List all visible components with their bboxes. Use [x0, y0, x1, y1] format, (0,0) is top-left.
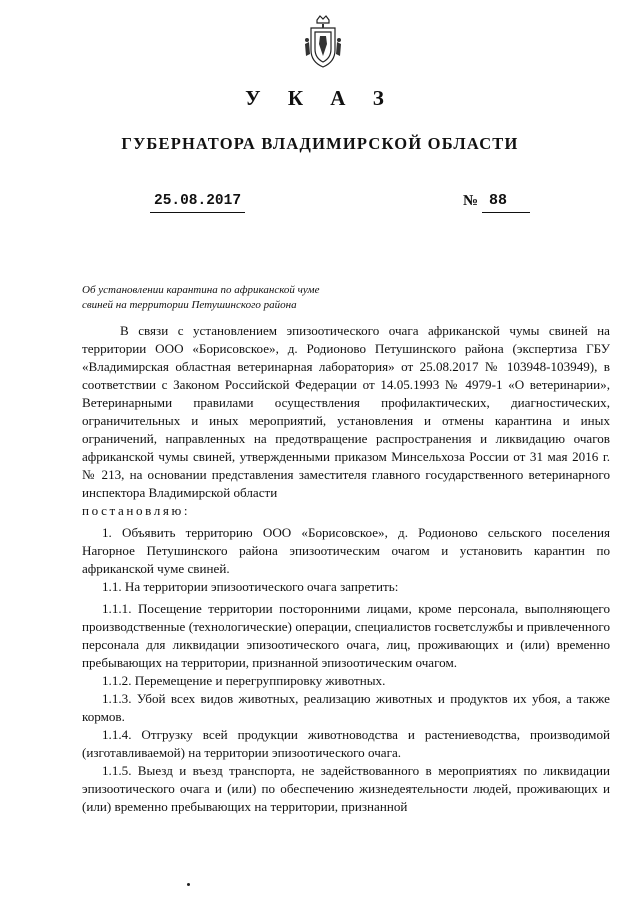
paragraph-1: 1. Объявить территорию ООО «Борисовское», д. Родионово сельского поселения Нагорное Петушинского района эпизоотическим очагом и установить карантин по африканской чуме свиней. [82, 525, 610, 576]
decree-number: 88 [489, 192, 508, 209]
decree-date: 25.08.2017 [154, 193, 242, 209]
document-subtitle: ГУБЕРНАТОРА ВЛАДИМИРСКОЙ ОБЛАСТИ [121, 134, 519, 153]
paragraph-1-1-2: 1.1.2. Перемещение и перегруппировку животных. [102, 673, 386, 688]
paragraph-1-1-1: 1.1.1. Посещение территории посторонними лицами, кроме персонала, выполняющего производственные (технологические) операции, специалистов госветслужбы и привлеченного персонала для ликвидации эпизоотического очага, лиц, проживающих и (или) временно пребывающих на территории, признанной эпизоотическим очагом. [82, 601, 610, 670]
decree-word: постановляю: [82, 503, 191, 518]
scan-dot [187, 883, 190, 886]
coat-of-arms-emblem [303, 14, 343, 72]
paragraph-1-1-3: 1.1.3. Убой всех видов животных, реализацию животных и продуктов их убоя, а также кормов. [82, 691, 610, 724]
heading-line-1: Об установлении карантина по африканской чуме [82, 284, 320, 296]
number-underline [482, 212, 530, 213]
paragraph-1-1-4: 1.1.4. Отгрузку всей продукции животноводства и растениеводства, производимой (изготавливаемой) на территории эпизоотического очага. [82, 727, 610, 760]
decree-number-label: № [463, 193, 479, 209]
paragraph-1-1-5: 1.1.5. Выезд и въезд транспорта, не задействованного в мероприятиях по ликвидации эпизоотического очага и (или) по обеспечению жизнедеятельности людей, проживающих и (или) временно пребывающих на территории, признанной [82, 763, 610, 814]
heading-line-2: свиней на территории Петушинского района [82, 299, 297, 311]
decree-heading [82, 283, 382, 313]
document-title: У К А З [245, 86, 395, 110]
date-underline [150, 212, 245, 213]
paragraph-1-1: 1.1. На территории эпизоотического очага запретить: [102, 579, 399, 594]
document-body [82, 322, 610, 816]
intro-paragraph: В связи с установлением эпизоотического очага африканской чумы свиней на территории ООО «Борисовское», д. Родионово Петушинского района (экспертиза ГБУ «Владимирская областная ветеринарная лаборатория» от 25.08.2017 № 103948-103949), в соответствии с Законом Российской Федерации от 14.05.1993 № 4979-1 «О ветеринарии», Ветеринарными правилами осуществления профилактических, диагностических, ограничительных и иных мероприятий, установления и отмены карантина и иных ограничений, направленных на предотвращение распространения и ликвидацию очагов африканской чумы свиней, утвержденными приказом Минсельхоза России от 31 мая 2016 г. № 213, на основании представления заместителя главного государственного ветеринарного инспектора Владимирской области [82, 323, 610, 500]
